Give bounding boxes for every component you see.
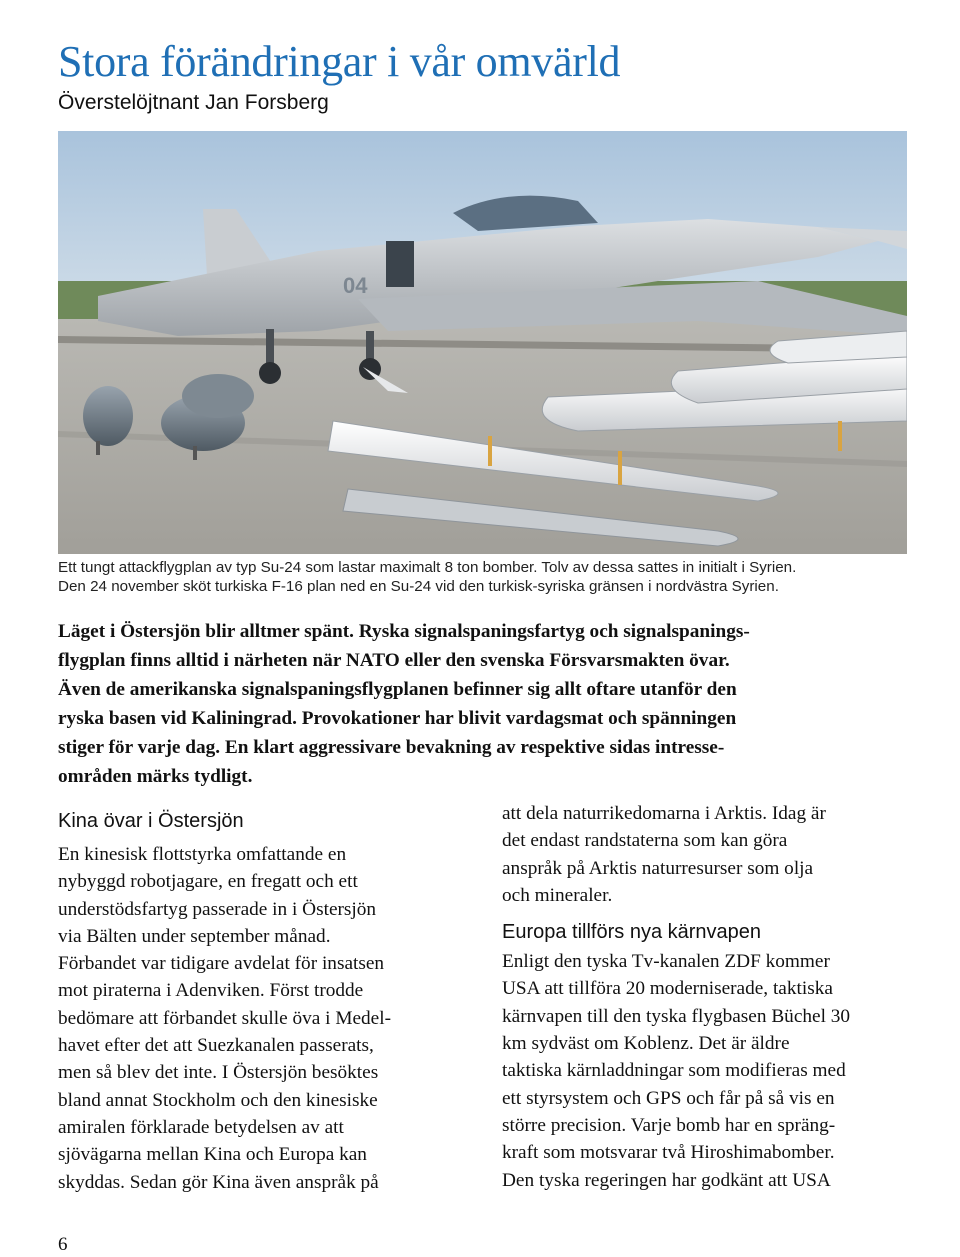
- lead-paragraph: [58, 617, 918, 791]
- body-line: taktiska kärnladdningar som modifieras med: [502, 1060, 846, 1082]
- landing-gear: [259, 362, 281, 384]
- body-line: kraft som motsvarar två Hiroshimabomber.: [502, 1142, 835, 1164]
- body-line: att dela naturrikedomarna i Arktis. Idag är: [502, 803, 826, 824]
- air-intake: [386, 241, 414, 287]
- tail-number: 04: [343, 273, 368, 298]
- body-line: bedömare att förbandet skulle öva i Medel-: [58, 1007, 392, 1029]
- article-author: Överstelöjtnant Jan Forsberg: [58, 91, 329, 114]
- section-heading-kina: Kina övar i Östersjön: [58, 810, 244, 832]
- lead-line: stiger för varje dag. En klart aggressivare bevakning av respektive sidas intresse-: [58, 737, 725, 758]
- left-column: [58, 808, 468, 1196]
- body-line: via Bälten under september månad.: [58, 925, 331, 947]
- body-line: det endast randstaterna som kan göra: [502, 830, 788, 852]
- body-line: understödsfartyg passerade in i Östersjön: [58, 898, 377, 920]
- article-title: Stora förändringar i vår omvärld: [58, 37, 621, 86]
- lead-line: Även de amerikanska signalspaningsflygplanen befinner sig allt oftare utanför den: [58, 679, 737, 700]
- body-line: Den tyska regeringen har godkänt att USA: [502, 1169, 831, 1191]
- right-column: [502, 800, 912, 1194]
- body-line: men så blev det inte. I Östersjön besöktes: [58, 1062, 379, 1084]
- body-line: anspråk på Arktis naturresurser som olja: [502, 857, 814, 879]
- section-heading-europa: Europa tillförs nya kärnvapen: [502, 921, 762, 944]
- body-line: km sydväst om Koblenz. Det är äldre: [502, 1033, 790, 1055]
- body-line: mot piraterna i Adenviken. Först trodde: [58, 980, 364, 1002]
- body-line: kärnvapen till den tyska flygbasen Büchel 30: [502, 1005, 851, 1027]
- page-number: 6: [58, 1234, 68, 1255]
- body-line: havet efter det att Suezkanalen passerats,: [58, 1035, 374, 1057]
- caption-line: Den 24 november sköt turkiska F-16 plan ned en Su-24 vid den turkisk-syriska gränsen i nordvästra Syrien.: [58, 578, 779, 595]
- lead-line: ryska basen vid Kaliningrad. Provokationer har blivit vardagsmat och spänningen: [58, 708, 737, 729]
- body-line: nybyggd robotjagare, en fregatt och ett: [58, 871, 358, 893]
- lead-line: Läget i Östersjön blir alltmer spänt. Ryska signalspaningsfartyg och signalspanings-: [58, 621, 750, 642]
- body-line: sjövägarna mellan Kina och Europa kan: [58, 1144, 367, 1166]
- caption-line: Ett tungt attackflygplan av typ Su-24 som lastar maximalt 8 ton bomber. Tolv av dessa sattes in initialt i Syrien.: [58, 559, 797, 576]
- lead-line: flygplan finns alltid i närheten när NATO eller den svenska Försvarsmakten övar.: [58, 650, 730, 671]
- body-line: bland annat Stockholm och den kinesiske: [58, 1089, 378, 1111]
- body-line: skyddas. Sedan gör Kina även anspråk på: [58, 1171, 379, 1193]
- lead-line: områden märks tydligt.: [58, 766, 253, 787]
- body-line: USA att tillföra 20 moderniserade, taktiska: [502, 978, 833, 1000]
- aircraft-photo: [58, 131, 907, 554]
- body-line: ett styrsystem och GPS och får på så vis en: [502, 1087, 835, 1109]
- body-line: amiralen förklarade betydelsen av att: [58, 1116, 344, 1138]
- body-line: och mineraler.: [502, 884, 613, 906]
- photo-caption: [58, 558, 918, 596]
- body-line: Förbandet var tidigare avdelat för insatsen: [58, 953, 385, 975]
- body-line: Enligt den tyska Tv-kanalen ZDF kommer: [502, 951, 830, 973]
- body-line: större precision. Varje bomb har en spräng-: [502, 1114, 836, 1136]
- body-line: En kinesisk flottstyrka omfattande en: [58, 844, 347, 865]
